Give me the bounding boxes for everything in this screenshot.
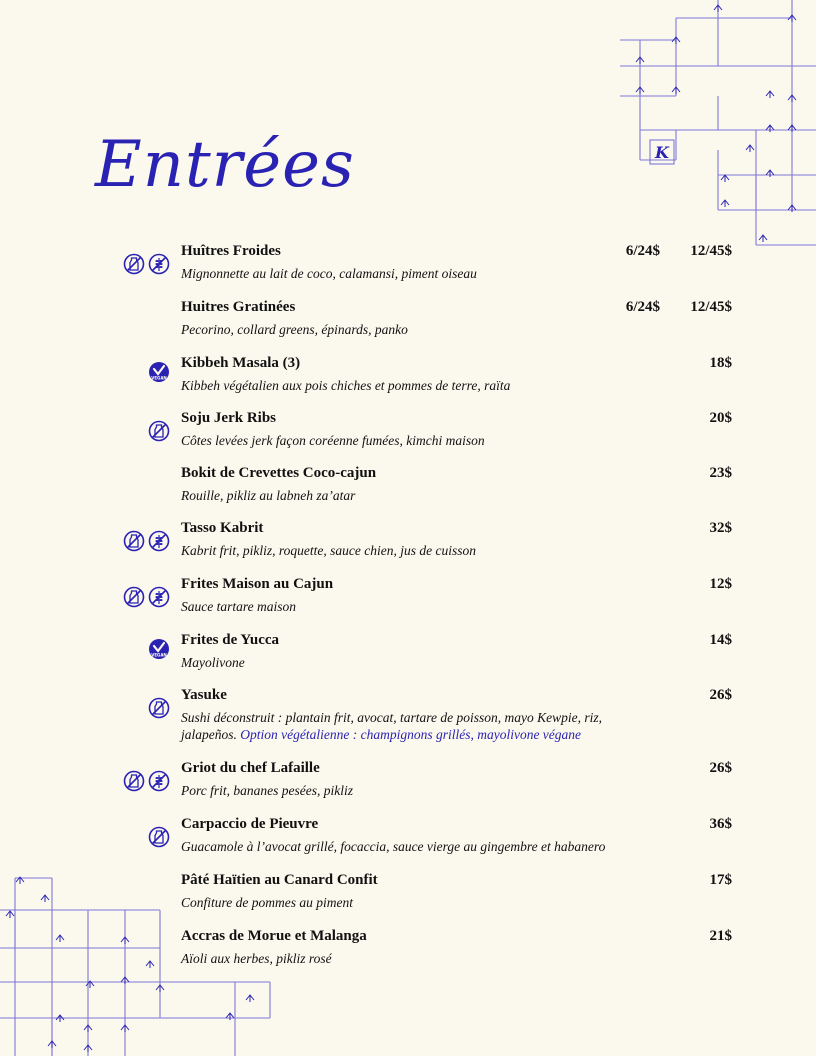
menu-item-description-text: Guacamole à l’avocat grillé, focaccia, sauce vierge au gingembre et habanero — [181, 839, 606, 854]
menu-item-option-note: Option végétalienne : champignons grillés, mayolivone végane — [240, 727, 582, 742]
menu-item-description-text: Mignonnette au lait de coco, calamansi, piment oiseau — [181, 266, 477, 281]
menu-item-description — [181, 838, 651, 855]
menu-item-price: 17$ — [709, 872, 732, 888]
menu-item-description-text: Kabrit frit, pikliz, roquette, sauce chien, jus de cuisson — [181, 543, 476, 558]
menu-item-description — [181, 709, 651, 743]
menu-item-description-text: Kibbeh végétalien aux pois chiches et pommes de terre, raïta — [181, 378, 511, 393]
menu-item-description-text: Rouille, pikliz au labneh za’atar — [181, 488, 356, 503]
dietary-icons — [148, 638, 170, 660]
dairy-free-icon — [123, 770, 145, 792]
menu-item-name: Bokit de Crevettes Coco-cajun — [181, 465, 377, 481]
vegan-icon — [148, 361, 170, 383]
menu-item-price: 14$ — [709, 632, 732, 648]
menu-item-description-text: Aïoli aux herbes, pikliz rosé — [181, 951, 332, 966]
dietary-icons — [148, 697, 170, 719]
menu-item-name: Accras de Morue et Malanga — [181, 928, 367, 944]
gluten-free-icon — [148, 253, 170, 275]
menu-item-price: 12$ — [709, 576, 732, 592]
menu-item-description — [181, 782, 651, 799]
menu-item-name: Griot du chef Lafaille — [181, 760, 320, 776]
dairy-free-icon — [123, 253, 145, 275]
menu-item-description — [181, 265, 651, 282]
menu-item-description-text: Mayolivone — [181, 655, 245, 670]
menu-item-description — [181, 487, 651, 504]
menu-item-price: 12/45$ — [690, 299, 732, 315]
menu-item-price: 20$ — [709, 410, 732, 426]
menu-item-description — [181, 894, 651, 911]
menu-item-name: Carpaccio de Pieuvre — [181, 816, 319, 832]
menu-item-price: 26$ — [709, 687, 732, 703]
menu-item-description — [181, 321, 651, 338]
menu-item-name: Yasuke — [181, 687, 227, 703]
menu-item-price: 23$ — [709, 465, 732, 481]
menu-item-description-text: Côtes levées jerk façon coréenne fumées, kimchi maison — [181, 433, 485, 448]
menu-item-description — [181, 432, 651, 449]
menu-item-name: Pâté Haïtien au Canard Confit — [181, 872, 378, 888]
menu-item-price: 26$ — [709, 760, 732, 776]
menu-item-price: 36$ — [709, 816, 732, 832]
menu-item-name: Frites de Yucca — [181, 632, 280, 648]
svg-text:VEGAN: VEGAN — [151, 375, 167, 381]
vegan-icon — [148, 638, 170, 660]
menu-item-name: Soju Jerk Ribs — [181, 410, 277, 426]
gluten-free-icon — [148, 530, 170, 552]
gluten-free-icon — [148, 586, 170, 608]
menu-item-description-text: Sushi déconstruit : plantain frit, avocat, tartare de poisson, mayo Kewpie, riz, jalapeños. — [181, 710, 602, 742]
dairy-free-icon — [123, 530, 145, 552]
menu-item-price: 12/45$ — [690, 243, 732, 259]
menu-item-description — [181, 950, 651, 967]
menu-item-price-small: 6/24$ — [625, 299, 660, 315]
menu-item-description — [181, 542, 651, 559]
menu-item-name: Tasso Kabrit — [181, 520, 264, 536]
menu-item-price: 18$ — [709, 355, 732, 371]
menu-item-price: 21$ — [709, 928, 732, 944]
menu-item-name: Kibbeh Masala (3) — [181, 355, 301, 371]
gluten-free-icon — [148, 770, 170, 792]
menu-item-price-small: 6/24$ — [625, 243, 660, 259]
menu-item-price: 32$ — [709, 520, 732, 536]
menu-item-description — [181, 654, 651, 671]
dietary-icons — [148, 420, 170, 442]
dairy-free-icon — [123, 586, 145, 608]
dietary-icons — [148, 361, 170, 383]
decorative-pattern-top — [620, 0, 816, 250]
menu-item-description — [181, 377, 651, 394]
menu-item-description-text: Porc frit, bananes pesées, pikliz — [181, 783, 353, 798]
menu-item-description-text: Pecorino, collard greens, épinards, panko — [181, 322, 408, 337]
logo-k-icon: K — [655, 143, 669, 162]
dietary-icons — [123, 586, 170, 608]
dietary-icons — [123, 770, 170, 792]
menu-item-name: Huîtres Froides — [181, 243, 281, 259]
dietary-icons — [123, 253, 170, 275]
menu-item-description — [181, 598, 651, 615]
dietary-icons — [123, 530, 170, 552]
dairy-free-icon — [148, 826, 170, 848]
menu-item-name: Huitres Gratinées — [181, 299, 296, 315]
menu-item-description-text: Confiture de pommes au piment — [181, 895, 353, 910]
page-title: Entrées — [95, 128, 355, 202]
dairy-free-icon — [148, 697, 170, 719]
dietary-icons — [148, 826, 170, 848]
dairy-free-icon — [148, 420, 170, 442]
svg-text:VEGAN: VEGAN — [151, 652, 167, 658]
menu-item-description-text: Sauce tartare maison — [181, 599, 296, 614]
menu-item-name: Frites Maison au Cajun — [181, 576, 334, 592]
